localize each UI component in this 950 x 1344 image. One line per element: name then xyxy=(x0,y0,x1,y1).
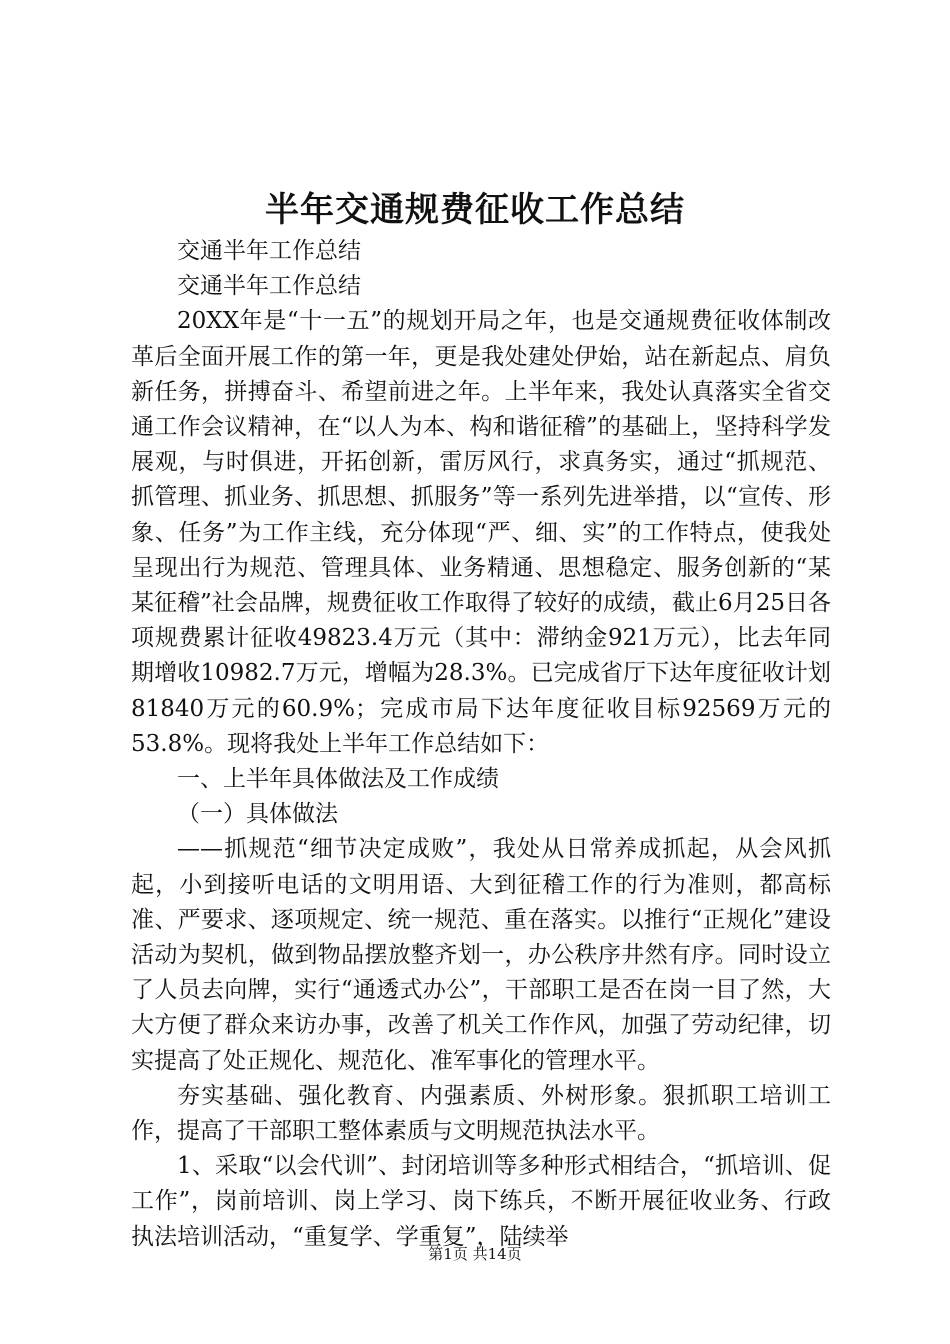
section-heading-1: 一、上半年具体做法及工作成绩 xyxy=(177,766,499,793)
document-title: 半年交通规费征收工作总结 xyxy=(265,190,685,230)
paragraph-standardization: ——抓规范“细节决定成败”，我处从日常养成抓起，从会风抓起，小到接听电话的文明用语、大到征稽工作的行为准则，都高标准、严要求、逐项规定、统一规范、重在落实。以推行“正规化”建设活动为契机，做到物品摆放整齐划一，办公秩序井然有序。同时设立了人员去向牌，实行“通透式办公”，干部职工是否在岗一目了然，大大方便了群众来访办事，改善了机关工作作风，加强了劳动纪律，切实提高了处正规化、规范化、准军事化的管理水平。 xyxy=(131,836,831,1074)
document-body xyxy=(131,234,831,1255)
paragraph-training: 1、采取“以会代训”、封闭培训等多种形式相结合，“抓培训、促工作”，岗前培训、岗上学习、岗下练兵，不断开展征收业务、行政执法培训活动，“重复学、学重复”，陆续举 xyxy=(131,1153,831,1250)
page-footer: 第1页 共14页 xyxy=(428,1245,522,1263)
paragraph-foundation: 夯实基础、强化教育、内强素质、外树形象。狠抓职工培训工作，提高了干部职工整体素质与文明规范执法水平。 xyxy=(131,1082,831,1145)
subsection-heading-1: （一）具体做法 xyxy=(177,801,338,828)
paragraph-intro: 20XX年是“十一五”的规划开局之年，也是交通规费征收体制改革后全面开展工作的第一年，更是我处建处伊始，站在新起点、肩负新任务，拼搏奋斗、希望前进之年。上半年来，我处认真落实全省交通工作会议精神，在“以人为本、构和谐征稽”的基础上，坚持科学发展观，与时俱进，开拓创新，雷厉风行，求真务实，通过“抓规范、抓管理、抓业务、抓思想、抓服务”等一系列先进举措，以“宣传、形象、任务”为工作主线，充分体现“严、细、实”的工作特点，使我处呈现出行为规范、管理具体、业务精通、思想稳定、服务创新的“某某征稽”社会品牌，规费征收工作取得了较好的成绩，截止6月25日各项规费累计征收49823.4万元（其中：滞纳金921万元），比去年同期增收10982.7万元，增幅为28.3%。已完成省厅下达年度征收计划81840万元的60.9%；完成市局下达年度征收目标92569万元的53.8%。现将我处上半年工作总结如下： xyxy=(131,308,831,757)
paragraph-subtitle-2: 交通半年工作总结 xyxy=(177,273,361,300)
paragraph-subtitle-1: 交通半年工作总结 xyxy=(177,238,361,264)
